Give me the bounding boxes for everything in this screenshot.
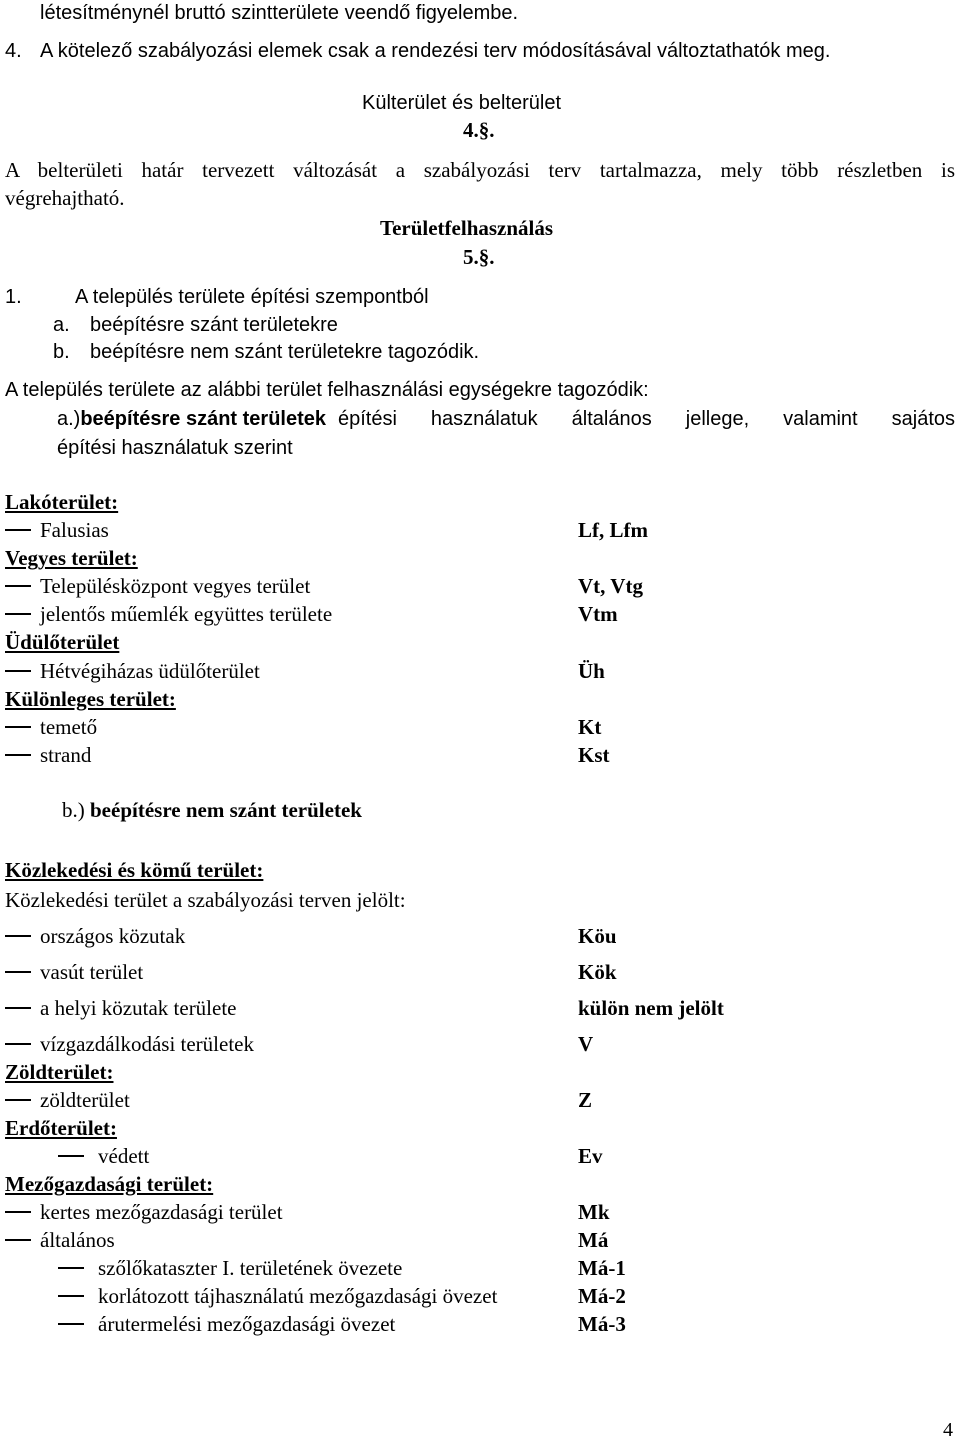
- list-item: kertes mezőgazdasági terület: [40, 1200, 283, 1224]
- list-item: vasút terület: [40, 960, 144, 984]
- a-prefix: a.): [57, 408, 81, 430]
- list-item: védett: [98, 1144, 150, 1168]
- list-item: országos közutak: [40, 924, 186, 948]
- b-prefix: b.): [62, 798, 85, 822]
- paragraph-number: 5.§.: [463, 245, 495, 269]
- item-number: 1.: [5, 286, 22, 308]
- list-item: zöldterület: [40, 1088, 130, 1112]
- list-code: Ev: [578, 1144, 603, 1168]
- list-item: általános: [40, 1228, 115, 1252]
- list-code: Má-3: [578, 1312, 626, 1336]
- paragraph-line: végrehajtható.: [5, 186, 125, 210]
- list-item: temető: [40, 715, 98, 739]
- category-heading: Lakóterület:: [5, 490, 119, 514]
- list-item: Falusias: [40, 518, 109, 542]
- list-code: Üh: [578, 659, 605, 683]
- dash-bullet: [5, 754, 31, 756]
- category-heading: Különleges terület:: [5, 687, 176, 711]
- category-heading: Erdőterület:: [5, 1116, 117, 1140]
- paragraph-number: 4.§.: [463, 118, 495, 142]
- dash-bullet: [5, 585, 31, 587]
- category-heading: Vegyes terület:: [5, 546, 138, 570]
- b-title: beépítésre nem szánt területek: [90, 798, 362, 822]
- list-code: V: [578, 1032, 594, 1056]
- list-item: strand: [40, 743, 92, 767]
- list-code: Má-1: [578, 1256, 626, 1280]
- list-item: Hétvégiházas üdülőterület: [40, 659, 260, 683]
- list-item: vízgazdálkodási területek: [40, 1032, 254, 1056]
- list-code: Má: [578, 1228, 609, 1252]
- dash-bullet: [5, 1099, 31, 1101]
- list-item: jelentős műemlék együttes területe: [40, 602, 333, 626]
- dash-bullet: [5, 670, 31, 672]
- dash-bullet: [5, 1043, 31, 1045]
- dash-bullet: [58, 1323, 84, 1325]
- a-line2: építési használatuk szerint: [57, 437, 293, 459]
- category-intro: Közlekedési terület a szabályozási terven jelölt:: [5, 888, 406, 912]
- category-heading: Zöldterület:: [5, 1060, 114, 1084]
- a-rest: építési használatuk általános jellege, valamint sajátos: [338, 408, 955, 430]
- dash-bullet: [5, 1007, 31, 1009]
- dash-bullet: [58, 1155, 84, 1157]
- list-code: Z: [578, 1088, 593, 1112]
- b-heading: [62, 797, 362, 823]
- list-item: Településközpont vegyes terület: [40, 574, 311, 598]
- list-code: Kst: [578, 743, 610, 767]
- sub-letter: b.: [53, 341, 70, 363]
- dash-bullet: [58, 1295, 84, 1297]
- list-code: Má-2: [578, 1284, 626, 1308]
- dash-bullet: [5, 529, 31, 531]
- list-item: szőlőkataszter I. területének övezete: [98, 1256, 403, 1280]
- list-code: Mk: [578, 1200, 610, 1224]
- sub-text: beépítésre nem szánt területekre tagozódik.: [90, 341, 480, 363]
- list-code: Kt: [578, 715, 602, 739]
- list-code: Vtm: [578, 602, 618, 626]
- dash-bullet: [5, 935, 31, 937]
- category-heading: Közlekedési és kömű terület:: [5, 858, 264, 882]
- list-item: korlátozott tájhasználatú mezőgazdasági övezet: [98, 1284, 498, 1308]
- intro-line: létesítménynél bruttó szintterülete veendő figyelembe.: [40, 2, 519, 24]
- dash-bullet: [5, 971, 31, 973]
- item-text: A kötelező szabályozási elemek csak a rendezési terv módosításával változtathatók meg.: [40, 40, 831, 62]
- section-heading: Külterület és belterület: [362, 92, 562, 114]
- sub-text: beépítésre szánt területekre: [90, 314, 338, 336]
- dash-bullet: [5, 613, 31, 615]
- item-number: 4.: [5, 40, 22, 62]
- list-item: a helyi közutak területe: [40, 996, 237, 1020]
- category-heading: Mezőgazdasági terület:: [5, 1172, 214, 1196]
- list-code: Vt, Vtg: [578, 574, 643, 598]
- section-heading: Területfelhasználás: [380, 216, 554, 240]
- list-code: Lf, Lfm: [578, 518, 648, 542]
- list-code: Köu: [578, 924, 617, 948]
- dash-bullet: [5, 1211, 31, 1213]
- item-text: A település területe építési szempontból: [75, 286, 429, 308]
- dash-bullet: [5, 1239, 31, 1241]
- sub-letter: a.: [53, 314, 70, 336]
- paragraph-line: A belterületi határ tervezett változását a szabályozási terv tartalmazza, mely több részletben is: [5, 158, 955, 182]
- list-code: külön nem jelölt: [578, 996, 724, 1020]
- intro-text: A település területe az alábbi terület felhasználási egységekre tagozódik:: [5, 379, 649, 401]
- list-code: Kök: [578, 960, 617, 984]
- page-number: 4: [943, 1419, 953, 1441]
- list-item: árutermelési mezőgazdasági övezet: [98, 1312, 396, 1336]
- a-line: [57, 406, 955, 432]
- dash-bullet: [5, 726, 31, 728]
- a-bold-term: beépítésre szánt területek: [80, 408, 326, 430]
- category-heading: Üdülőterület: [5, 630, 120, 654]
- dash-bullet: [58, 1267, 84, 1269]
